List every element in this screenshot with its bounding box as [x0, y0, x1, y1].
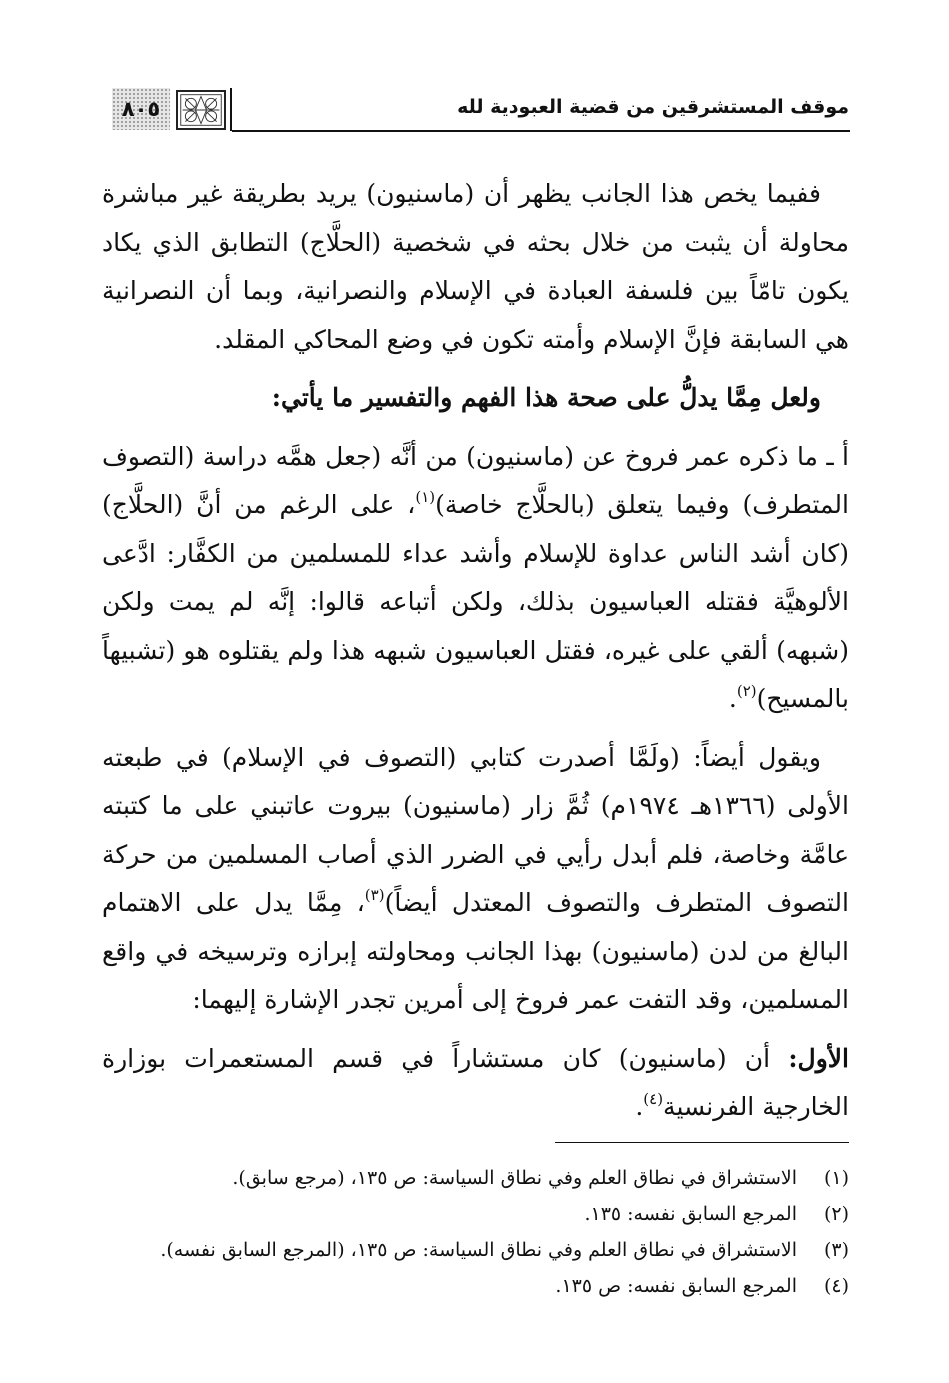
paragraph-text: ، على الرغم من أنَّ (الحلَّاج) (كان أشد الناس عداوة للإسلام وأشد عداء للمسلمين من الكفَّار: ادَّعى الألوهيَّة فقتله العباسيون بذلك، ولكن أتباعه قالوا: إنَّه لم يمت ولكن (شبهه) ألقي على غيره، فقتل العباسيون شبهه هذا ولم يقتلوه هو (تشبيهاً بالمسيح) — [102, 490, 849, 713]
footnote-number: (٢) — [823, 1203, 849, 1225]
paragraph-text: ويقول أيضاً: (ولَمَّا أصدرت كتابي (التصوف في الإسلام) في طبعته الأولى (١٣٦٦هـ ١٩٧٤م) ثُمَّ زار (ماسنيون) بيروت عاتبني على ما كتبته عامَّة وخاصة، فلم أبدل رأيي في الضرر الذي أصاب المسلمين من حركة التصوف المتطرف والتصوف المعتدل أيضاً) — [102, 742, 849, 917]
footnote-number: (١) — [823, 1167, 849, 1189]
paragraph-text: ، مِمَّا يدل على الاهتمام البالغ من لدن (ماسنيون) بهذا الجانب ومحاولته إبرازه وترسيخه في واقع المسلمين، وقد التفت عمر فروخ إلى أمرين تجدر الإشارة إليهما: — [102, 888, 849, 1014]
header-vertical-rule — [230, 88, 232, 131]
paragraph-text: أن (ماسنيون) كان مستشاراً في قسم المستعمرات بوزارة الخارجية الفرنسية — [102, 1043, 849, 1121]
footnote-item — [102, 1268, 849, 1304]
footnote-text: الاستشراق في نطاق العلم وفي نطاق السياسة: ص ١٣٥، (المرجع السابق نفسه). — [160, 1239, 797, 1261]
paragraph-heading — [102, 374, 849, 423]
paragraph-text: ولعل مِمَّا يدلُّ على صحة هذا الفهم والتفسير ما يأتي: — [271, 383, 821, 412]
footnote-text: المرجع السابق نفسه: ١٣٥. — [584, 1203, 797, 1225]
paragraph-lead: الأول: — [788, 1043, 849, 1073]
footnote-ref[interactable]: (٣) — [364, 886, 385, 904]
footnote-item — [102, 1160, 849, 1196]
header-rule — [232, 130, 850, 132]
body-text — [102, 170, 849, 1132]
running-header-title: موقف المستشرقين من قضية العبودية لله — [457, 96, 849, 118]
ornament-icon — [176, 90, 226, 130]
footnote-item — [102, 1232, 849, 1268]
footnotes — [102, 1160, 849, 1304]
paragraph — [102, 1035, 849, 1132]
footnote-ref[interactable]: (١) — [415, 488, 436, 506]
footnote-number: (٣) — [823, 1239, 849, 1261]
footnote-number: (٤) — [823, 1275, 849, 1297]
footnote-ref[interactable]: (٤) — [643, 1090, 664, 1108]
paragraph-text: . — [728, 684, 737, 713]
footnote-text: المرجع السابق نفسه: ص ١٣٥. — [555, 1275, 797, 1297]
paragraph — [102, 170, 849, 364]
footnote-ref[interactable]: (٢) — [736, 682, 757, 700]
paragraph — [102, 734, 849, 1025]
page-number: ٨٠٥ — [112, 88, 170, 130]
paragraph — [102, 433, 849, 724]
footnote-text: الاستشراق في نطاق العلم وفي نطاق السياسة: ص ١٣٥، (مرجع سابق). — [232, 1167, 797, 1189]
footnote-item — [102, 1196, 849, 1232]
footnote-separator — [555, 1142, 849, 1143]
paragraph-text: أ ـ ما ذكره عمر فروخ عن (ماسنيون) من أنَّه (جعل همَّه دراسة (التصوف المتطرف) وفيما يتعلق (بالحلَّاج خاصة) — [102, 441, 849, 519]
paragraph-text: ففيما يخص هذا الجانب يظهر أن (ماسنيون) يريد بطريقة غير مباشرة محاولة أن يثبت من خلال بحثه في شخصية (الحلَّاج) التطابق الذي يكاد يكون تامّاً بين فلسفة العبادة في الإسلام والنصرانية، وبما أن النصرانية هي السابقة فإنَّ الإسلام وأمته تكون في وضع المحاكي المقلد. — [102, 179, 849, 354]
paragraph-text: . — [635, 1092, 644, 1121]
